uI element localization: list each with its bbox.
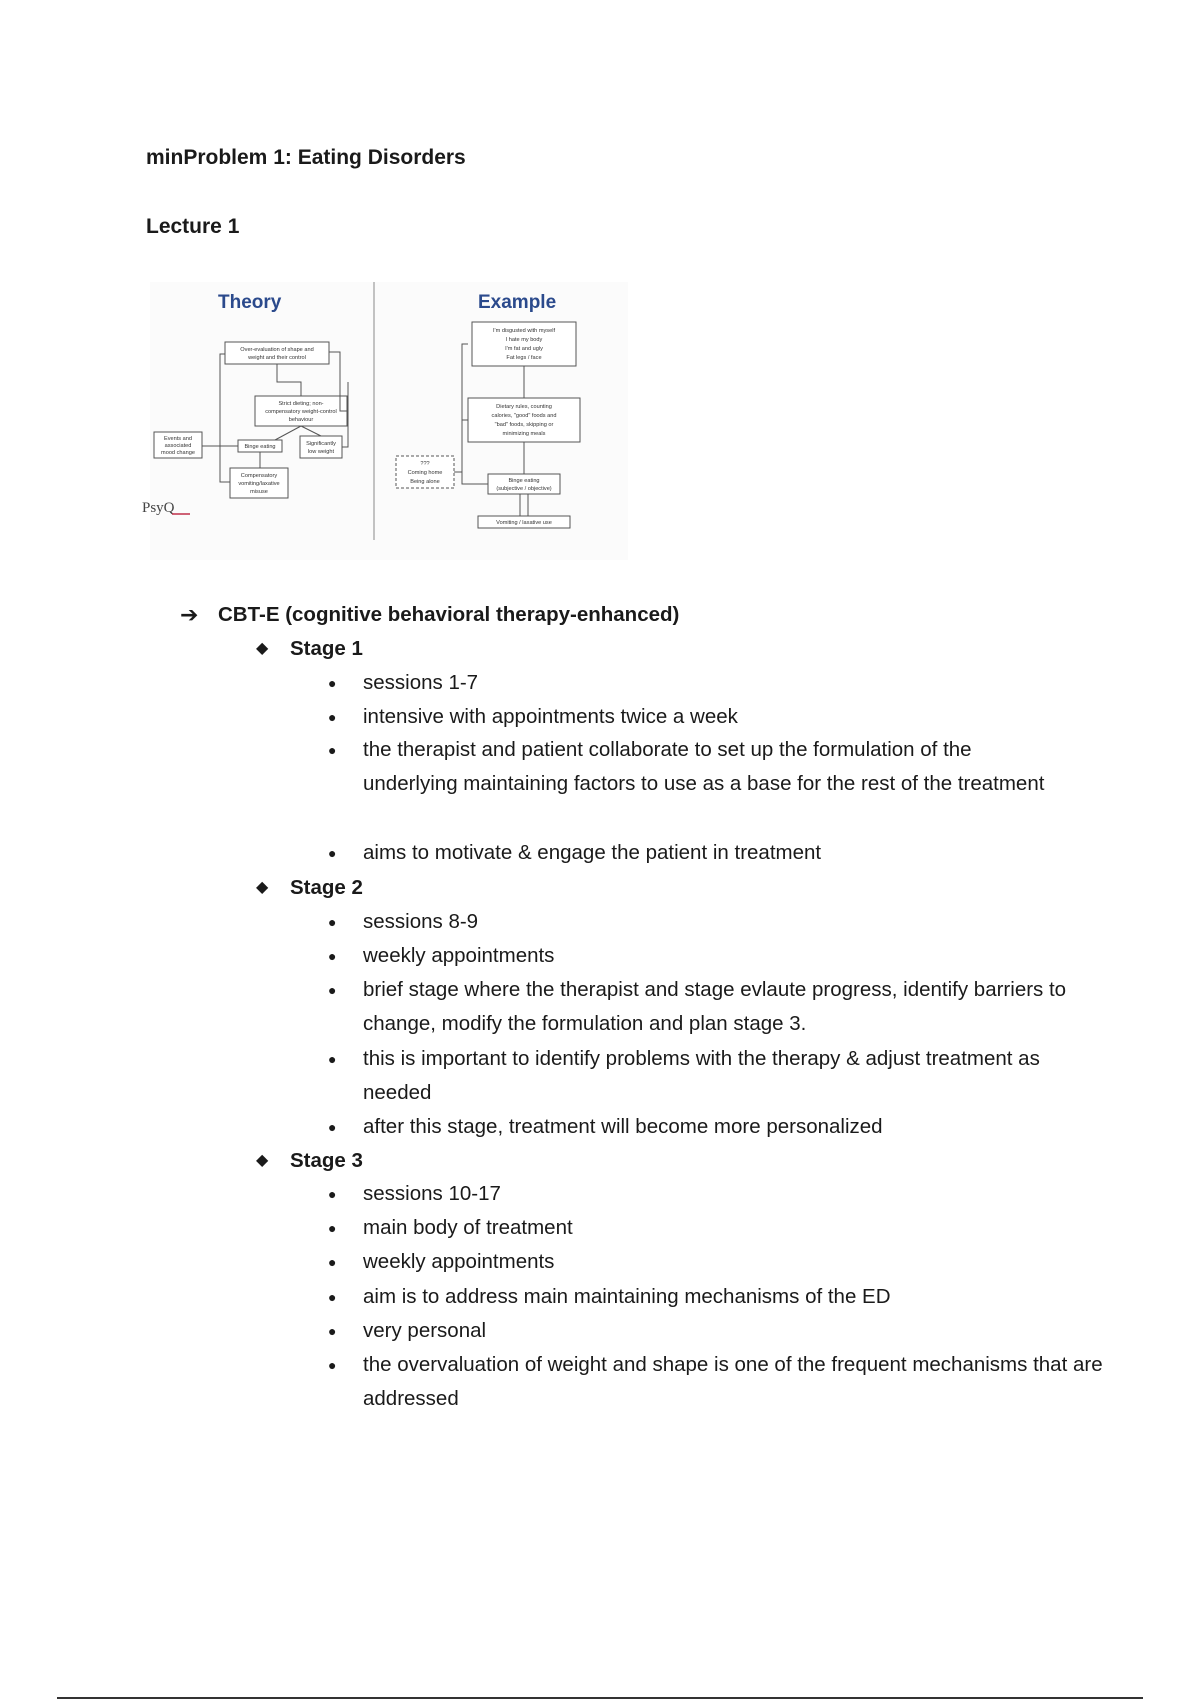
dietary-line-2: calories, "good" foods and [491, 413, 557, 419]
strict-line-3: behaviour [288, 417, 314, 423]
dietary-line-3: "bad" foods, skipping or [494, 422, 554, 428]
example-heading: Example [478, 292, 557, 313]
list-item-text: sessions 10-17 [363, 1182, 501, 1205]
list-item-text: brief stage where the therapist and stage evlaute progress, identify barriers to change, modify the formulation and plan stage 3. [363, 978, 1067, 1035]
stage1-label: Stage 1 [290, 637, 363, 660]
diamond-icon: ◆ [256, 879, 269, 896]
list-item-text: intensive with appointments twice a week [363, 705, 738, 728]
page-bottom-rule [57, 1697, 1143, 1699]
list-item-text: aim is to address main maintaining mechanisms of the ED [363, 1285, 891, 1308]
cbt-heading-text: CBT-E (cognitive behavioral therapy-enhanced) [218, 603, 680, 626]
bullet-icon: ● [328, 1220, 337, 1236]
bullet-icon: ● [328, 845, 337, 861]
theory-heading: Theory [218, 292, 282, 313]
events-line-1: Events and [164, 436, 192, 442]
list-item [328, 1280, 891, 1314]
list-item [328, 1245, 554, 1279]
cbt-heading [180, 598, 679, 632]
coming-home-line-3: Being alone [410, 479, 440, 485]
low-weight-line-1: Significantly [306, 441, 336, 447]
lecture-heading: Lecture 1 [146, 215, 240, 238]
dietary-line-4: minimizing meals [502, 431, 546, 437]
list-item-text: weekly appointments [363, 944, 555, 967]
example-connector-3 [520, 494, 528, 516]
bullet-icon: ● [328, 742, 337, 758]
list-item [328, 973, 1068, 1041]
disgusted-line-4: Fat legs / face [506, 355, 542, 361]
cbt-diagram-figure [142, 282, 628, 560]
stage2-heading [256, 871, 363, 905]
overeval-line-1: Over-evaluation of shape and [240, 347, 314, 353]
bullet-icon: ● [328, 1254, 337, 1270]
bullet-icon: ● [328, 914, 337, 930]
list-item [328, 733, 1068, 801]
bullet-icon: ● [328, 1119, 337, 1135]
list-item [328, 1211, 573, 1245]
bullet-icon: ● [328, 709, 337, 725]
psyq-logo: PsyQ [142, 500, 175, 516]
bullet-icon: ● [328, 1051, 337, 1067]
coming-home-line-1: ??? [420, 461, 430, 467]
arrow-icon: ➔ [180, 602, 199, 627]
example-binge-line-1: Binge eating [508, 478, 540, 484]
list-item-text: after this stage, treatment will become more personalized [363, 1115, 883, 1138]
list-item-text: aims to motivate & engage the patient in treatment [363, 841, 822, 864]
list-item [328, 666, 478, 700]
stage3-heading [256, 1144, 363, 1178]
list-item [328, 1177, 501, 1211]
list-item [328, 905, 478, 939]
theory-connector-1 [277, 364, 301, 396]
list-item [328, 1042, 1068, 1110]
list-item [328, 939, 554, 973]
list-item [328, 1314, 486, 1348]
disgusted-line-3: I'm fat and ugly [505, 346, 543, 352]
list-item-text: the therapist and patient collaborate to set up the formulation of the underlying maintaining factors to use as a base for the rest of the treatment [363, 738, 1045, 795]
low-weight-line-2: low weight [307, 449, 335, 455]
document-title: minProblem 1: Eating Disorders [146, 146, 466, 169]
compensatory-line-1: Compensatory [240, 473, 278, 479]
stage3-label: Stage 3 [290, 1149, 363, 1172]
diamond-icon: ◆ [256, 640, 269, 657]
bullet-icon: ● [328, 1186, 337, 1202]
list-item-text: very personal [363, 1319, 487, 1342]
coming-home-line-2: Coming home [407, 470, 443, 476]
example-binge-line-2: (subjective / objective) [496, 486, 552, 492]
list-item [328, 836, 821, 870]
bullet-icon: ● [328, 1323, 337, 1339]
disgusted-line-2: I hate my body [505, 337, 543, 343]
bullet-icon: ● [328, 1357, 337, 1373]
compensatory-line-3: misuse [250, 489, 268, 495]
bullet-icon: ● [328, 982, 337, 998]
dietary-line-1: Dietary rules, counting [496, 404, 552, 410]
list-item [328, 1110, 883, 1144]
list-item-text: sessions 1-7 [363, 671, 479, 694]
strict-line-2: compensatory weight-control [265, 409, 337, 415]
list-item-text: this is important to identify problems with the therapy & adjust treatment as needed [363, 1047, 1040, 1104]
theory-binge-text: Binge eating [244, 444, 276, 450]
strict-line-1: Strict dieting; non- [278, 401, 324, 407]
compensatory-line-2: vomiting/laxative [238, 481, 280, 487]
list-item-text: weekly appointments [363, 1250, 555, 1273]
events-line-2: associated [164, 443, 192, 449]
bullet-icon: ● [328, 675, 337, 691]
list-item [328, 700, 738, 734]
events-line-3: mood change [161, 450, 195, 456]
list-item-text: the overvaluation of weight and shape is one of the frequent mechanisms that are addressed [363, 1353, 1103, 1410]
theory-connector-5 [220, 354, 230, 482]
vomiting-text: Vomiting / laxative use [496, 520, 552, 526]
disgusted-line-1: I'm disgusted with myself [493, 328, 555, 334]
list-item [328, 1348, 1108, 1416]
stage2-label: Stage 2 [290, 876, 363, 899]
bullet-icon: ● [328, 1289, 337, 1305]
overeval-line-2: weight and their control [248, 355, 306, 361]
stage1-heading [256, 632, 363, 666]
list-item-text: main body of treatment [363, 1216, 573, 1239]
bullet-icon: ● [328, 948, 337, 964]
list-item-text: sessions 8-9 [363, 910, 479, 933]
diamond-icon: ◆ [256, 1152, 269, 1169]
